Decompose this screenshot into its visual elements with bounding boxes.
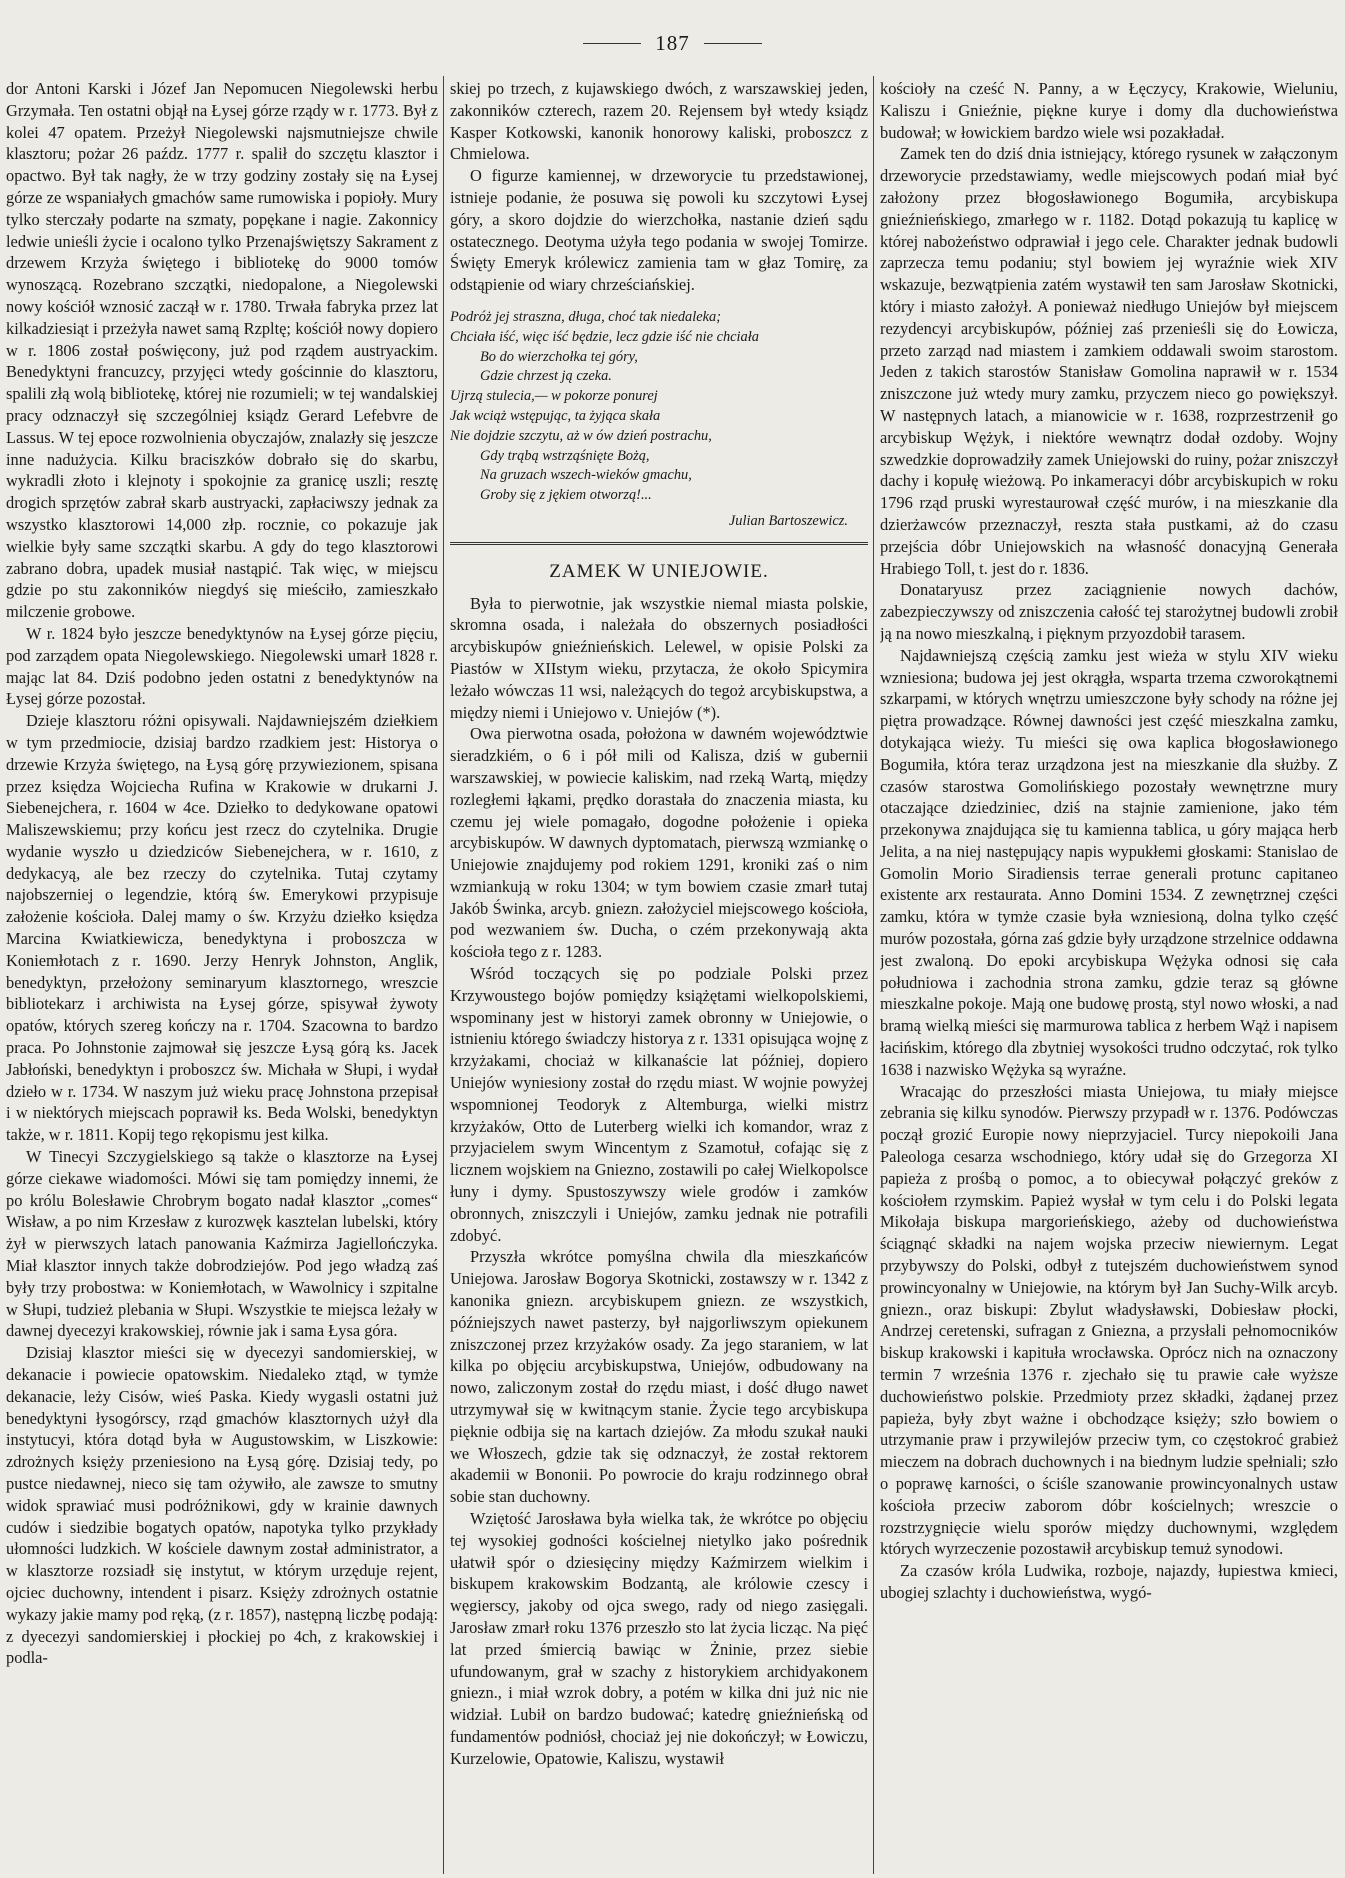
poem-line: Bo do wierzchołka tej góry, <box>480 348 638 365</box>
poem-signature: Julian Bartoszewicz. <box>728 512 848 529</box>
paragraph: W r. 1824 było jeszcze benedyktynów na Łysej górze pięciu, pod zarządem opata Niegolewskiego. Niegolewski umarł 1828 r. mając lat 84. Dziś podobno jeden ostatni z benedyktynów na Łysej górze pozostał. <box>6 623 438 709</box>
paragraph: dor Antoni Karski i Józef Jan Nepomucen Niegolewski herbu Grzymała. Ten ostatni objął na Łysej górze rządy w r. 1773. Był z kolei 47 opatem. Przeżył Niegolewski najsmutniejsze chwile klasztoru; pożar 26 paźdz. 1777 r. spalił do szczętu klasztor i opactwo. Był tak nagły, że w trzy godziny zostały się na Łysej górze ze wspaniałych gmachów same rumowiska i popioły. Mury tylko sterczały podarte na szmaty, popękane i nagie. Zakonnicy ledwie unieśli życie i ocalono tylko Przenajświętszy Sakrament z drzewem Krzyża świętego i bibliotekę do 9000 tomów wynoszącą. Rozebrano szczątki, niedopalone, a Niegolewski nowy kościół wznosić zaczął w r. 1780. Trwała fabryka przez lat kilkadziesiąt i przeżyła nawet samą Rzpltę; kościół nowy dopiero w r. 1806 został poświęcony, już pod rządem austryackim. Benedyktyni francuzcy, przyjęci wtedy gościnnie do klasztoru, spalili złą wolą bibliotekę, której nie rozumieli; w tej wandalskiej pracy odznaczył się szczególniej ksiądz Gerard Lefebvre de Lassus. W tej epoce rozwolnienia obyczajów, znalazły się jeszcze inne nadużycia. Kilku braciszków dobrało się do skarbu, wykradli złoto i klejnoty i spokojnie za granicę uszli; resztę drogich sprzętów zabrał skarb austryacki, zapłaciwszy jednak za wszystko klasztorowi 14,000 złp. rocznie, co pokazuje jak wielkie były same szczątki skarbu. A gdy do tego klasztorowi zabrano dobra, upadek musiał nastąpić. Tak więc, w miejscu gdzie po stu zakonników niegdyś się mieściło, zamieszkało milczenie grobowe. <box>6 79 438 622</box>
paragraph: Najdawniejszą częścią zamku jest wieża w stylu XIV wieku wzniesiona; budowa jej jest okrągła, wsparta trzema czworokątnemi szkarpami, w których wnętrzu umieszczone były schody na różne jej piętra prowadzące. Równej dawności jest część mieszkalna zamku, dotykająca wieży. Tu mieści się owa kaplica błogosławionego Bogumiła, która teraz urządzona jest na mieszkanie dla służby. Z czasów starostwa Gomolińskiego pozostały wewnętrzne mury otaczające dziedziniec, dziś na stajnie zamienione, jako tém przekonywa znajdująca się tu kamienna tablica, u góry mająca herb Jelita, a na niej następujący napis wypukłemi głoskami: Stanislao de Gomolin Morio Siradiensis terrae generali protunc capitaneo existente arx restaurata. Anno Domini 1534. Z zewnętrznej części zamku, która w tymże czasie była wzniesioną, dolna tylko część murów pozostała, górna zaś gdzie były urządzone strzelnice oddawna jest zwaloną. Do epoki arcybiskupa Wężyka odnosi się cała południowa i zachodnia strona zamku, gdzie teraz są główne mieszkalne pokoje. Mają one budowę prostą, styl nowo włoski, a nad bramą wielką mieści się marmurowa tablica z herbem Wąż i napisem łacińskim, którego dla zbytniej wysokości trudno odczytać, rok tylko 1638 i nazwisko Wężyka są wyraźne. <box>880 645 1338 1079</box>
poem-quote <box>450 308 868 532</box>
header-rule-left <box>583 43 641 44</box>
paragraph: Dzisiaj klasztor mieści się w dyecezyi sandomierskiej, w dekanacie i powiecie opatowskim. Niedaleko ztąd, w tymże dekanacie, leży Cisów, wieś Paska. Kiedy wygasli ostatni już benedyktyni łysogórscy, rząd gmachów klasztornych użył dla instytucyi, która dotąd była w Augustowskim, w Liszkowie: zdrożnych księży przeniesiono na Łysą górę. Dzisiaj tedy, po pustce niedawnej, nieco się tam ożywiło, ale zawsze to smutny widok sprawiać musi podróżnikowi, gdy w krainie dawnych cudów i siedzibie bogatych opatów, napotyka tylko przykłady ułomności ludzkich. W kościele dawnym został administrator, a w klasztorze rozsiadł się instytut, w którym urzęduje rejent, ojciec duchowny, intendent i pisarz. Księży zdrożnych ostatnie wykazy jakie mamy pod ręką, (z r. 1857), następną liczbę podają: z dyecezyi sandomierskiej i płockiej po 4ch, z krakowskiej i podla- <box>6 1343 438 1668</box>
paragraph: Była to pierwotnie, jak wszystkie niemal miasta polskie, skromna osada, i należała do obszernych posiadłości arcybiskupów gnieźnieńskich. Lelewel, w opisie Polski za Piastów w XIIstym wieku, przytacza, że około Spicymira leżało wówczas 11 wsi, należących do tegoż arcybiskupstwa, a między niemi i Uniejowo v. Uniejów (*). <box>450 593 868 722</box>
paragraph: Donataryusz przez zaciągnienie nowych dachów, zabezpieczywszy od zniszczenia całość tej starożytnej budowli zrobił ją na nowo mieszkalną, i pięknym przyozdobił tarasem. <box>880 580 1338 643</box>
paragraph: Za czasów króla Ludwika, rozboje, najazdy, łupiestwa kmieci, ubogiej szlachty i duchowieństwa, wygó- <box>880 1561 1338 1602</box>
page-number: 187 <box>655 30 690 55</box>
poem-line: Nie dojdzie szczytu, aż w ów dzień postrachu, <box>450 427 712 444</box>
poem-line: Groby się z jękiem otworzą!... <box>480 487 652 504</box>
column-divider-2 <box>873 76 874 1874</box>
poem-line: Gdy trąbą wstrząśnięte Bożą, <box>480 447 650 464</box>
paragraph: Dzieje klasztoru różni opisywali. Najdawniejszém dziełkiem w tym przedmiocie, dzisiaj bardzo rzadkiem jest: Historya o drzewie Krzyża świętego, na Łysą górę przywiezionem, spisana przez księdza Wojciecha Rufina w Krakowie w drukarni J. Siebenejchera, r. 1604 w 4ce. Dziełko to dedykowane opatowi Maliszewskiemu; przy końcu jest rzecz do czytelnika. Drugie wydanie wyszło u dziedziców Siebenejchera, w r. 1610, z dedykacyą, ale bez rzeczy do czytelnika. Tutaj czytamy najobszerniej o legendzie, którą św. Emerykowi przypisuje założenie kościoła. Dalej mamy o św. Krzyżu dziełko księdza Marcina Kwiatkiewicza, benedyktyna i proboszcza w Koniemłotach z r. 1690. Jerzy Henryk Johnston, Anglik, benedyktyn, przełożony seminaryum klasztornego, wreszcie bibliotekarz i archiwista na Łysej górze, spisywał żywoty opatów, których szereg kończy na r. 1704. Szacowna to bardzo praca. Po Johnstonie zajmował się jeszcze Łysą górą ks. Jacek Jabłoński, benedyktyn i proboszcz św. Michała w Słupi, i wydał dzieło w r. 1734. W naszym już wieku pracę Johnstona przepisał i w niektórych miejscach poprawił ks. Beda Wolski, benedyktyn także, w r. 1811. Kopij tego rękopismu jest kilka. <box>6 711 438 1145</box>
page-header <box>0 28 1345 58</box>
paragraph: Wśród toczących się po podziale Polski przez Krzywoustego bojów pomiędzy książętami wielkopolskiemi, wspominany jest w historyi zamek obronny w Uniejowie, o istnieniu którego świadczy historya z r. 1331 opisująca wojnę z krzyżakami, chociaż w kilkanaście lat później, dopiero Uniejów wyniesiony został do rzędu miast. W wojnie powyżej wspomnionej Teodoryk z Altemburga, wielki mistrz krzyżaków, Otto de Luterberg wielki ich komandor, wraz z przyjacielem swym Wincentym z Szamotuł, cofając się z licznem wojskiem na Gniezno, zostawili po całej Wielkopolsce łuny i dymy. Spustoszywszy wiele grodów i zamków obronnych, zniszczyli i Uniejów, zamku jednak nie potrafili zdobyć. <box>450 964 868 1245</box>
paragraph: W Tinecyi Szczygielskiego są także o klasztorze na Łysej górze ciekawe wiadomości. Mówi się tam pomiędzy innemi, że po królu Bolesławie Chrobrym bogato nadał klasztor „comes“ Wisław, a po nim Krzesław z kurozwęk kasztelan lubelski, który żył w pierwszych latach panowania Kaźmirza Jagiellończyka. Miał klasztor innych także dobrodziejów. Pod jego władzą zaś były trzy probostwa: w Koniemłotach, w Wawolnicy i szpitalne w Słupi, tudzież plebania w Słupi. Wszystkie te miejsca leżały w dawnej dyecezyi krakowskiej, równie jak i sama Łysa góra. <box>6 1147 438 1341</box>
paragraph: Przyszła wkrótce pomyślna chwila dla mieszkańców Uniejowa. Jarosław Bogorya Skotnicki, zostawszy w r. 1342 z kanonika gniezn. arcybiskupem gniezn. ze wszystkich, późniejszych nawet pasterzy, był najgorliwszym opiekunem zniszczonej przez krzyżaków osady. Za jego staraniem, w lat kilka po objęciu arcybiskupstwa, Uniejów, odbudowany na nowo, zaliczonym został do rzędu miast, i dość długo nawet utrzymywał się w kwitnącym stanie. Życie tego arcybiskupa pięknie odbija się na kartach dziejów. Za młodu szukał nauki we Włoszech, gdzie tak się odznaczył, że został rektorem akademii w Bononii. Po powrocie do kraju rodzinnego obrał sobie stan duchowny. <box>450 1247 868 1507</box>
column-3 <box>880 78 1338 1868</box>
poem-line: Chciała iść, więc iść będzie, lecz gdzie iść nie chciała <box>450 328 759 345</box>
paragraph: Zamek ten do dziś dnia istniejący, którego rysunek w załączonym drzeworycie przedstawiamy, wedle miejscowych podań miał być założony przez błogosławionego Bogumiła, arcybiskupa gnieźnieńskiego, zmarłego w r. 1182. Dotąd pokazują tu kaplicę w której nabożeństwo odprawiał i jego cele. Charakter jednak budowli zaprzecza temu podaniu; styl bowiem jej wyraźnie wiek XIV wskazuje, bezwątpienia zatém wystawił ten sam Jarosław Skotnicki, który i miasto założył. A ponieważ niedługo Uniejów był miejscem rezydencyi arcybiskupów, później zaś przenieśli się do Łowicza, przeto zarząd nad miastem i zamkiem oddawali swoim starostom. Jeden z takich starostów Stanisław Gomolina naprawił w r. 1534 zniszczone już wtedy mury zamku, przyczem nieco go powiększył. W następnych latach, a mianowicie w r. 1638, rozprzestrzenił go arcybiskup Wężyk, i niektóre wewnątrz dodał ozdoby. Wojny szwedzkie doprowadziły zamek Uniejowski do ruiny, pożar zniszczył dachy i kopułę wieżową. Po inkameracyi dóbr arcybiskupich w roku 1796 rząd pruski wyrestaurował część murów, i na mieszkanie dla dzierżawców przeznaczył, reszta stała pustkami, aż do czasu przejścia dóbr Uniejowskich na własność donacyjną Generała Hrabiego Toll, t. jest do r. 1836. <box>880 144 1338 578</box>
header-rule-right <box>704 43 762 44</box>
column-divider-1 <box>443 76 444 1874</box>
column-2 <box>450 78 868 1868</box>
paragraph: Owa pierwotna osada, położona w dawném województwie sieradzkiém, o 6 i pół mili od Kalisza, dziś w gubernii warszawskiej, w powiecie kaliskim, nad rzeką Wartą, między rozległemi łąkami, prędko dorastała do znaczenia miasta, ku czemu jej wiele pomagało, dogodne położenie i opieka arcybiskupów. W dawnych dyptomatach, pierwszą wzmiankę o Uniejowie znajdujemy pod rokiem 1291, kroniki zaś o nim wzmiankują w roku 1304; w tym bowiem czasie zmarł tutaj Jakób Świnka, arcyb. gniezn. założyciel miejscowego kościoła, pod wezwaniem św. Ducha, o czém przekonywają akta kościoła tego z r. 1283. <box>450 724 868 962</box>
column-1 <box>6 78 438 1868</box>
paragraph: Wziętość Jarosława była wielka tak, że wkrótce po objęciu tej wysokiej godności kościelnej nietylko jako pośrednik ułatwił spór o dziesięciny między Kaźmirzem wielkim i biskupem krakowskim Bodzantą, ale królowie czescy i węgierscy, jakoby od ojca swego, rady od niego zasięgali. Jarosław zmarł roku 1376 przeszło sto lat życia licząc. Na pięć lat przed śmiercią bawiąc w Żninie, przez siebie ufundowanym, grał w szachy z historykiem archidyakonem gniezn., i miał wzrok dobry, a potém w kilka dni już nic nie widział. Lubił on bardzo budować; katedrę gnieźnieńską od fundamentów podniósł, chociaż jej nie dokończył; w Łowiczu, Kurzelowie, Opatowie, Kaliszu, wystawił <box>450 1509 868 1768</box>
poem-line: Na gruzach wszech-wieków gmachu, <box>480 467 692 484</box>
poem-line: Gdzie chrzest ją czeka. <box>480 368 612 385</box>
poem-line: Ujrzą stulecia,— w pokorze ponurej <box>450 388 658 405</box>
poem-line: Jak wciąż wstępując, ta żyjąca skała <box>450 407 661 424</box>
paragraph: skiej po trzech, z kujawskiego dwóch, z warszawskiej jeden, zakonników czterech, razem 20. Rejensem był wtedy ksiądz Kasper Kotkowski, kanonik honorowy kaliski, proboszcz z Chmielowa. <box>450 79 868 164</box>
paragraph: O figurze kamiennej, w drzeworycie tu przedstawionej, istnieje podanie, że posuwa się powoli ku szczytowi Łysej góry, a skoro dojdzie do wierzchołka, nastanie dzień sądu ostatecznego. Deotyma użyła tego podania w swojej Tomirze. Święty Emeryk królewicz zamienia tam w głaz Tomirę, za odstąpienie od wiary chrześciańskiej. <box>450 166 868 295</box>
section-title: ZAMEK W UNIEJOWIE. <box>549 560 769 582</box>
section-separator <box>450 542 868 545</box>
poem-line: Podróż jej straszna, długa, choć tak niedaleka; <box>450 308 721 325</box>
paragraph: kościoły na cześć N. Panny, a w Łęczycy, Krakowie, Wieluniu, Kaliszu i Gnieźnie, piękne kurye i domy dla duchowieństwa budował; w łowickiem bardzo wiele wsi pozakładał. <box>880 79 1338 142</box>
paragraph: Wracając do przeszłości miasta Uniejowa, tu miały miejsce zebrania się kilku synodów. Pierwszy przypadł w r. 1376. Podówczas począł grozić Europie nowy nieprzyjaciel. Turcy niepokoili Jana Paleologa cesarza wschodniego, który udał się do Grzegorza XI papieża z prośbą o pomoc, a to obiecywał połączyć greków z kościołem rzymskim. Papież wysłał w tym celu i do Polski legata Mikołaja biskupa margorieńskiego, ażeby od duchowieństwa ściągnąć składki na najem wojska przeciw niewiernym. Legat przybywszy do Polski, odbył z tutejszém duchowieństwem synod prowincyonalny w Uniejowie, na którym był Jan Suchy-Wilk arcyb. gniezn., oraz biskupi: Zbylut władysławski, Dobiesław płocki, Andrzej ceretenski, sufragan z Gniezna, a przysłali pełnomocników biskup krakowski i kapituła wrocławska. Oprócz nich na oznaczony termin 7 września 1376 r. zjechało się tu prawie całe wyższe duchowieństwo polskie. Przedmioty przez składki, żądanej przez papieża, były zbyt ważne i obchodzące księży; szło bowiem o utrzymanie praw i przywilejów przeciw tym, co częstokroć grabież mieczem na dobrach duchownych i na biednym ludzie spełniali; szło o poprawę karności, o ściśle szanowanie prowincyonalnych ustaw kościoła przeciw zaborom dóbr kościelnych; wreszcie o rozstrzygnięcie wielu sporów między duchownymi, względem których wyrzeczenie pozostawił arcybiskup temuż synodowi. <box>880 1081 1338 1559</box>
